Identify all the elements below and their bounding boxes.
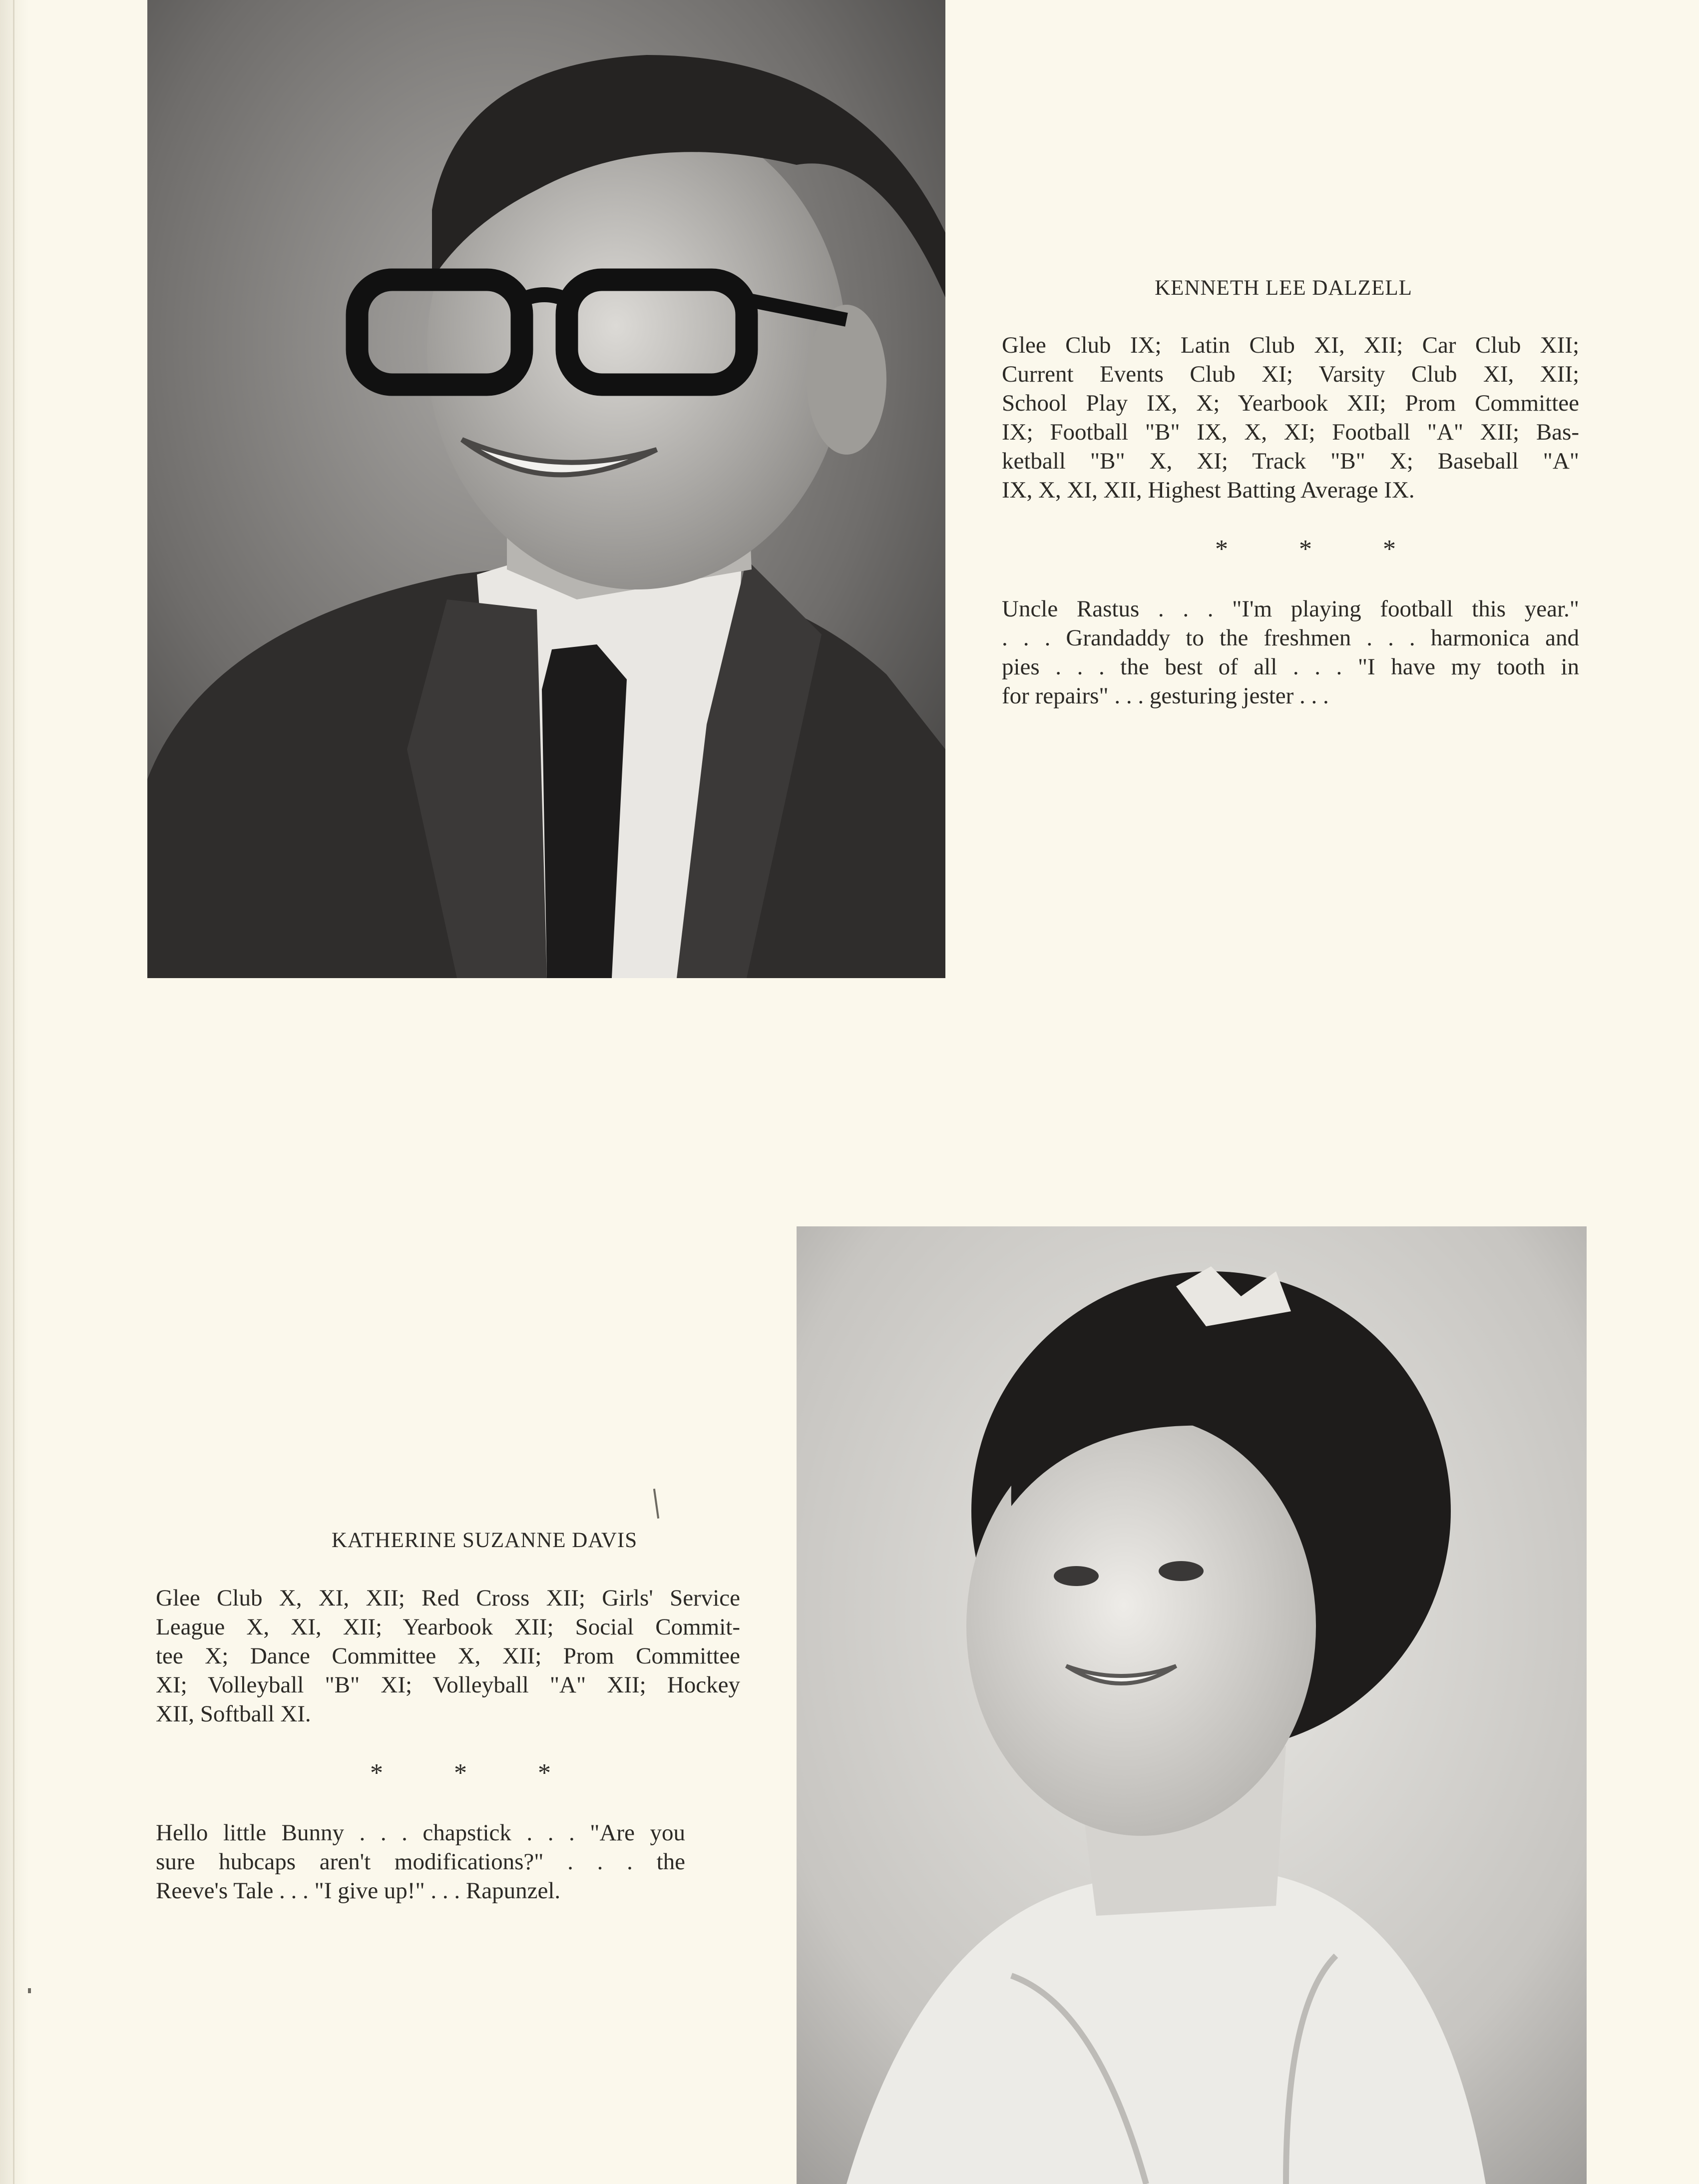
asterisk: * [454,1759,467,1787]
activities-line: XII, Softball XI. [156,1701,311,1727]
asterisk: * [1383,535,1396,563]
activities-line: IX; Football "B" IX, X, XI; Football "A" XII; Bas- [1002,419,1579,445]
quote-line: Uncle Rastus . . . "I'm playing football this year." [1002,596,1579,622]
activities-list-1 [1002,331,1579,505]
activities-line: League X, XI, XII; Yearbook XII; Social Commit- [156,1614,740,1640]
paper-speck [653,1489,659,1519]
senior-name-1: KENNETH LEE DALZELL [1155,276,1412,300]
paper-speck [28,1988,31,1993]
activities-list-2 [156,1584,740,1728]
quote-line: sure hubcaps aren't modifications?" . . . the [156,1849,685,1875]
activities-line: IX, X, XI, XII, Highest Batting Average IX. [1002,477,1415,503]
quotes-paragraph-1 [1002,594,1579,710]
asterisk: * [370,1759,383,1787]
asterisk-separator-1 [1180,535,1431,564]
senior-name-2: KATHERINE SUZANNE DAVIS [331,1529,638,1552]
activities-line: Current Events Club XI; Varsity Club XI, XII; [1002,361,1579,387]
activities-line: School Play IX, X; Yearbook XII; Prom Committee [1002,390,1579,416]
page-binding-edge [0,0,29,2184]
activities-line: XI; Volleyball "B" XI; Volleyball "A" XII; Hockey [156,1672,740,1698]
quote-line: . . . Grandaddy to the freshmen . . . harmonica and [1002,625,1579,651]
portrait-photo-kenneth-dalzell [147,0,945,978]
activities-line: Glee Club X, XI, XII; Red Cross XII; Girls' Service [156,1585,740,1611]
quote-line: Reeve's Tale . . . "I give up!" . . . Rapunzel. [156,1878,561,1904]
activities-line: Glee Club IX; Latin Club XI, XII; Car Club XII; [1002,332,1579,358]
activities-line: ketball "B" X, XI; Track "B" X; Baseball "A" [1002,448,1579,474]
asterisk: * [538,1759,551,1787]
asterisk: * [1299,535,1312,563]
quotes-paragraph-2 [156,1818,685,1905]
asterisk: * [1215,535,1228,563]
quote-line: for repairs" . . . gesturing jester . . . [1002,683,1329,709]
quote-line: pies . . . the best of all . . . "I have my tooth in [1002,654,1579,680]
portrait-photo-katherine-davis [797,1226,1587,2184]
quote-line: Hello little Bunny . . . chapstick . . . "Are you [156,1820,685,1846]
activities-line: tee X; Dance Committee X, XII; Prom Committee [156,1643,740,1669]
asterisk-separator-2 [335,1758,586,1788]
